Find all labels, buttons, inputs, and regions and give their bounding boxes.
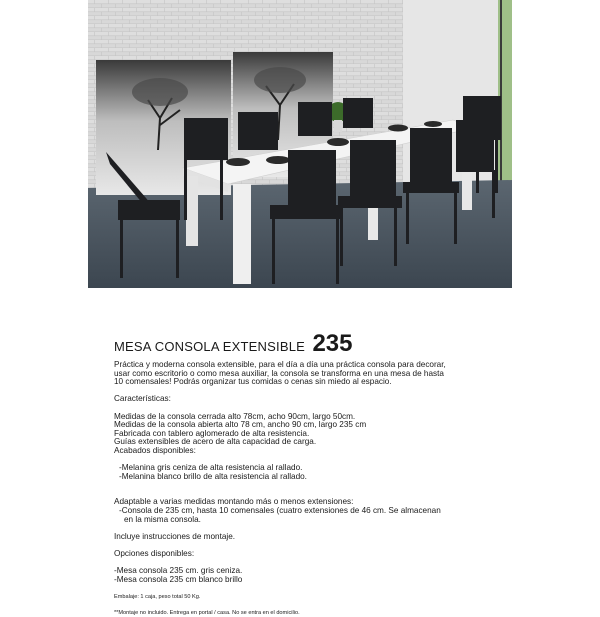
footnote: **Montaje no incluido. Entrega en portal / casa. No se entra en el domicilio.	[114, 610, 300, 617]
option-line: -Mesa consola 235 cm blanco brillo	[114, 574, 243, 584]
features-heading: Características:	[114, 394, 171, 404]
packaging-note: Embalaje: 1 caja, peso total 50 Kg.	[114, 593, 201, 600]
adaptable-line: -Consola de 235 cm, hasta 10 comensales (cuatro extensiones de 46 cm. Se almacenan	[119, 505, 441, 515]
feature-line: Fabricada con tablero aglomerado de alta resistencia.	[114, 428, 310, 438]
intro-line: Práctica y moderna consola extensible, para el día a día una práctica consola para decorar,	[114, 360, 446, 369]
feature-line: Guías extensibles de acero de alta capacidad de carga.	[114, 437, 317, 447]
finish-line: -Melanina gris ceniza de alta resistencia al rallado.	[119, 463, 303, 473]
adaptable-heading: Adaptable a varias medidas montando más o menos extensiones:	[114, 497, 354, 507]
title-text: MESA CONSOLA EXTENSIBLE	[114, 339, 305, 354]
intro-line: 10 comensales! Podrás organizar tus comidas o cenas sin miedo al espacio.	[114, 377, 392, 387]
product-title	[114, 330, 353, 358]
intro-line: usar como escritorio o como mesa auxiliar, la consola se transforma en una mesa de hasta	[114, 368, 444, 378]
product-description	[114, 361, 494, 617]
finish-line: -Melanina blanco brillo de alta resistencia al rallado.	[119, 471, 307, 481]
adaptable-line: en la misma consola.	[124, 514, 201, 524]
instructions-note: Incluye instrucciones de montaje.	[114, 531, 236, 541]
options-heading: Opciones disponibles:	[114, 548, 195, 558]
title-number: 235	[312, 330, 353, 357]
feature-line: Medidas de la consola abierta alto 78 cm, ancho 90 cm, largo 235 cm	[114, 420, 367, 430]
option-line: -Mesa consola 235 cm. gris ceniza.	[114, 566, 243, 576]
feature-line: Acabados disponibles:	[114, 445, 196, 455]
product-photo	[88, 0, 512, 288]
feature-line: Medidas de la consola cerrada alto 78cm, acho 90cm, largo 50cm.	[114, 411, 356, 421]
